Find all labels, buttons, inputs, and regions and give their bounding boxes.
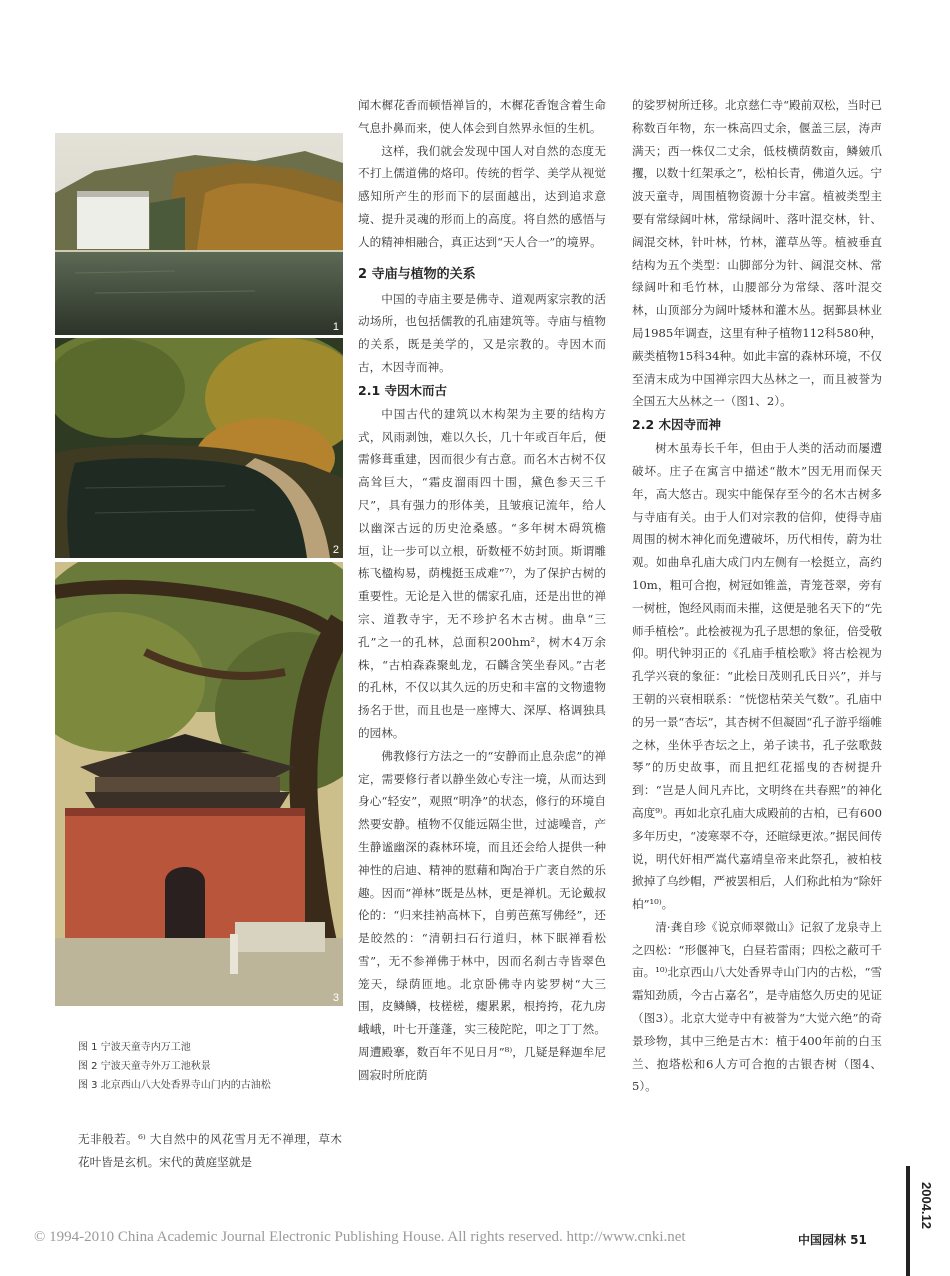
col2-paragraph-1: 闻木樨花香而顿悟禅旨的，木樨花香饱含着生命气息扑鼻而来，使人体会到自然界永恒的生机。 (358, 98, 606, 135)
caption-figure-1: 图 1 宁波天童寺内万工池 (78, 1042, 191, 1053)
col3-paragraph-1: 的娑罗树所迁移。北京慈仁寺“殿前双松，当时已称数百年物，东一株高四丈余，偃盖三层，涛声满天；西一株仅二丈余，低枝横荫数亩，鳞皴爪攫，以数十红架承之”，松柏长青，佛道久远。宁波天童寺，周围植物资源十分丰富。植被类型主要有常绿阔叶林，常绿阔叶、落叶混交林，针、阔混交林，针叶林，竹林，灌草丛等。植被垂直结构为五个类型：山脚部分为针、阔混交林、常绿阔叶和毛竹林，山腰部分为常绿、落叶混交林，山顶部分为阔叶矮林和灌木丛。据鄞县林业局1985年调查，这里有种子植物112科580种，蕨类植物15科34种。如此丰富的森林环境，不仅至清末成为中国禅宗四大丛林之一，而且被誉为全国五大丛林之一（图1、2）。 (632, 98, 882, 409)
col2-paragraph-3: 中国的寺庙主要是佛寺、道观两家宗教的活动场所，也包括儒教的孔庙建筑等。寺庙与植物的关系，既是美学的，又是宗教的。寺因木而古，木因寺而神。 (358, 291, 606, 374)
issue-tab (906, 1166, 950, 1276)
column-1-text (78, 1128, 342, 1174)
col2-paragraph-2: 这样，我们就会发现中国人对自然的态度无不打上儒道佛的烙印。传统的哲学、美学从视觉感知所产生的形而下的层面越出，达到追求意境、提升灵魂的形而上的高度。将自然的感悟与人的精神相融合，真正达到“天人合一”的境界。 (358, 143, 606, 249)
col2-paragraph-4: 中国古代的建筑以木构架为主要的结构方式，风雨剥蚀，难以久长，几十年或百年后，便需修葺重建，因而很少有古意。而名木古树不仅高耸巨大，“霜皮溜雨四十围，黛色参天三千尺”，具有强力的形体美，且皱痕记流年，给人以幽深古远的历史沧桑感。“多年树木碍筑檐垣，让一步可以立根，斫数桠不妨封顶。斯谓雕栋飞楹构易，荫槐挺玉成难”⁷⁾，为了保护古树的重要性。无论是入世的儒家孔庙，还是出世的禅宗、道教寺宇，无不珍护名木古树。曲阜“三孔”之一的孔林，总面积200hm²，树木4万余株，“古柏森森聚虬龙，石麟含笑坐春风。”古老的孔林，不仅以其久远的历史和丰富的文物遗物扬名于世，而且也是一座博大、深厚、格调独具的园林。 (358, 406, 606, 740)
col3-paragraph-2: 树木虽寿长千年，但由于人类的活动而屡遭破坏。庄子在寓言中描述“散木”因无用而保天年，高大悠古。现实中能保存至今的名木古树多与寺庙有关。由于人们对宗教的信仰，使得寺庙周围的树木神化而免遭破坏，历代相传，蔚为壮观。如曲阜孔庙大成门内左侧有一桧挺立，高约10m，粗可合抱，树冠如锥盖，青笼苍翠，旁有一树桩，饱经风雨而未摧，这便是驰名天下的“先师手植桧”。此桧被视为孔子思想的象征，倍受敬仰。明代钟羽正的《孔庙手植桧歌》将古桧视为孔学兴衰的象征：“此桧日茂则孔氏日兴”，并与王朝的兴衰相联系：“恍惚枯荣关气数”。孔庙中的另一景“杏坛”，其杏树不但凝固“孔子游乎缁帷之林，坐休乎杏坛之上，弟子读书，孔子弦歌鼓琴”的历史故事，而且把红花摇曳的杏树提升到：“岂是人间凡卉比，文明终在共春熙”的神化高度⁹⁾。再如北京孔庙大成殿前的古柏，已有600多年历史，“凌寒翠不夺，还暄绿更浓。”据民间传说，明代奸相严嵩代嘉靖皇帝来此祭孔，被柏枝掀掉了乌纱帽，严被罢相后，人们称此柏为“除奸柏”¹⁰⁾。 (632, 441, 882, 912)
column-1-paragraph: 无非般若。⁶⁾ 大自然中的风花雪月无不禅理，草木花叶皆是玄机。宋代的黄庭坚就是 (78, 1132, 342, 1169)
section-heading-2: 2 寺庙与植物的关系 (358, 266, 476, 282)
caption-figure-2: 图 2 宁波天童寺外万工池秋景 (78, 1061, 211, 1072)
figure-2-number: 2 (332, 544, 339, 556)
figure-1-number: 1 (332, 321, 339, 333)
figure-3-photo (55, 562, 343, 1006)
column-2-text (358, 94, 606, 1087)
col3-paragraph-3: 清·龚自珍《说京师翠微山》记叙了龙泉寺上之四松：“形偃神飞，白昼若雷雨；四松之蔽可千亩。¹⁰⁾北京西山八大处香界寺山门内的古松，“雪霜知劲质，今古占嘉名”，是寺庙悠久历史的见证（图3）。北京大觉寺中有被誉为“大觉六绝”的奇景珍物，其中三绝是古木：植于400年前的白玉兰、抱塔松和6人方可合抱的古银杏树（图4、5）。 (632, 919, 882, 1094)
caption-figure-3: 图 3 北京西山八大处香界寺山门内的古油松 (78, 1080, 271, 1091)
column-3-text (632, 94, 882, 1098)
figure-captions (78, 1038, 348, 1095)
figure-1-photo (55, 133, 343, 335)
col2-paragraph-5: 佛教修行方法之一的“安静而止息杂虑”的禅定，需要修行者以静坐敛心专注一境，从而达到身心“轻安”，观照“明净”的状态，修行的环境自然要安静。植物不仅能远隔尘世，过滤噪音，产生静谧幽深的森林环境，而且还会给人提供一种神性的启迪、精神的慰藉和陶冶于广袤自然的乐趣。因而“禅林”既是丛林，更是禅机。无论戴叔伦的：“归来挂衲高林下，自剪芭蕉写佛经”，还是皎然的：“清朝扫石行道归，林下眠禅看松雪”，无不参禅佛于林中，因而名刹古寺皆翠色笼天，绿荫匝地。北京卧佛寺内娑罗树“大三围，皮鳞鳞，枝槎槎，瘿累累，根挎挎，花九房峨峨，叶七开蓬蓬，实三稜陀陀，叩之丁丁然。周遭殿搴，数百年不见日月”⁸⁾，几疑是释迦牟尼圆寂时所庇荫 (358, 748, 606, 1082)
issue-label: 2004.12 (919, 1182, 934, 1229)
figure-2-photo (55, 338, 343, 558)
subsection-heading-2-1: 2.1 寺因木而古 (358, 382, 447, 398)
copyright-footer: © 1994-2010 China Academic Journal Electronic Publishing House. All rights reserved. http://www.cnki.net (34, 1229, 686, 1245)
subsection-heading-2-2: 2.2 木因寺而神 (632, 417, 721, 433)
figure-3-number: 3 (332, 992, 339, 1004)
journal-page-footer: 中国园林 51 (798, 1233, 867, 1247)
